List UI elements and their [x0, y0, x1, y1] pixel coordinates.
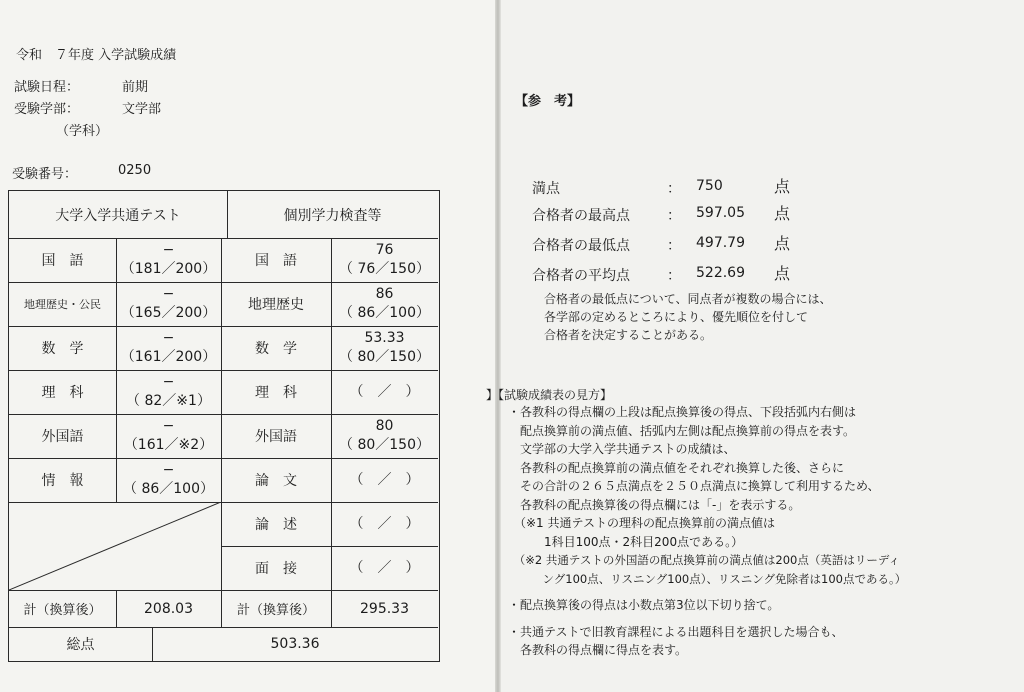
individual-score-geo-history: 86 （ 86／100） — [339, 286, 430, 321]
score-table — [8, 190, 440, 662]
common-subject-math: 数 学 — [41, 341, 84, 357]
individual-subject-foreign-language: 外国語 — [255, 429, 297, 445]
common-subject-foreign-language: 外国語 — [41, 429, 84, 445]
individual-test-header: 個別学力検査等 — [283, 207, 382, 224]
grand-total-label: 総点 — [66, 637, 95, 653]
common-subject-science: 理 科 — [41, 385, 84, 401]
department-label: （学科） — [56, 124, 109, 139]
common-score-foreign-language: − （161／※2） — [123, 418, 214, 453]
guide-heading: 】【試験成績表の見方】 — [486, 388, 613, 402]
individual-subject-interview: 面 接 — [255, 561, 297, 577]
exam-number-value: 0250 — [118, 163, 152, 178]
schedule-value: 前期 — [122, 80, 149, 95]
reference-note: 合格者の最低点について、同点者が複数の場合には、 各学部の定めるところにより、優先順位を付して 合格者を決定することがある。 — [544, 292, 832, 342]
common-score-information: − （ 86／100） — [123, 462, 214, 497]
schedule-label: 試験日程： — [14, 80, 80, 95]
individual-subject-written-statement: 論 述 — [255, 517, 297, 533]
ref-row-average-score: 合格者の平均点 ： 522.69 点 — [532, 264, 791, 284]
exam-number-label: 受験番号： — [12, 167, 78, 182]
individual-subject-geo-history: 地理歴史 — [248, 297, 304, 313]
ref-row-min-score: 合格者の最低点 ： 497.79 点 — [532, 234, 791, 254]
individual-subject-essay: 論 文 — [255, 473, 297, 489]
individual-subject-science: 理 科 — [255, 385, 297, 401]
individual-score-foreign-language: 80 （ 80／150） — [339, 418, 430, 453]
faculty-label: 受験学部： — [14, 102, 80, 117]
common-test-header: 大学入学共通テスト — [55, 207, 181, 224]
empty-cell-diagonal — [9, 502, 221, 590]
page-fold — [495, 0, 501, 692]
common-score-japanese: − （181／200） — [120, 242, 217, 277]
individual-score-japanese: 76 （ 76／150） — [339, 242, 430, 277]
common-score-science: − （ 82／※1） — [126, 374, 211, 409]
guide-body: ・各教科の得点欄の上段は配点換算後の得点、下段括弧内右側は 配点換算前の満点値、括弧内左側は配点換算前の得点を表す。 文学部の大学入学共通テストの成績は、 各教科の配点換算前の満点値をそれぞれ換算した後、さらに その合計の２６５点満点を２５０点満点に換算して利用するため、 各教科の配点換算後の得点欄には「-」を表示する。 （※1 共通テストの理科の配点換算前の満点値は 1科目100点・2科目200点である。） （※2 共通テストの外国語の配点換算前の満点値は200点（英語はリーディ ング100点、リスニング100点）、リスニング免除者は100点である。） ・配点換算後の得点は小数点第3位以下切り捨て。 ・共通テストで旧教育課程による出題科目を選択した場合も、 各教科の得点欄に得点を表す。 — [508, 405, 907, 657]
individual-score-interview: （ ／ ） — [349, 559, 420, 576]
common-subject-geo-history-civics: 地理歴史・公民 — [24, 298, 101, 311]
common-subject-information: 情 報 — [41, 473, 84, 489]
common-total-value: 208.03 — [144, 600, 193, 617]
ref-row-full-score: 満点 ： 750 点 — [532, 177, 791, 197]
document-title: 令和 ７年度 入学試験成績 — [16, 48, 177, 63]
individual-score-essay: （ ／ ） — [349, 471, 420, 488]
individual-total-label: 計（換算後） — [236, 603, 315, 618]
ref-row-max-score: 合格者の最高点 ： 597.05 点 — [532, 204, 791, 224]
faculty-value: 文学部 — [122, 102, 162, 117]
individual-score-written-statement: （ ／ ） — [349, 515, 420, 532]
common-subject-japanese: 国 語 — [41, 253, 84, 269]
individual-total-value: 295.33 — [360, 600, 409, 617]
individual-score-science: （ ／ ） — [349, 383, 420, 400]
common-score-geo-history-civics: − （165／200） — [120, 286, 217, 321]
grand-total-value: 503.36 — [270, 636, 320, 652]
common-score-math: − （161／200） — [120, 330, 217, 365]
individual-subject-math: 数 学 — [255, 341, 297, 357]
individual-score-math: 53.33 （ 80／150） — [339, 330, 430, 365]
individual-subject-japanese: 国 語 — [255, 253, 297, 269]
reference-heading: 【参 考】 — [515, 94, 581, 109]
common-total-label: 計（換算後） — [23, 603, 102, 618]
